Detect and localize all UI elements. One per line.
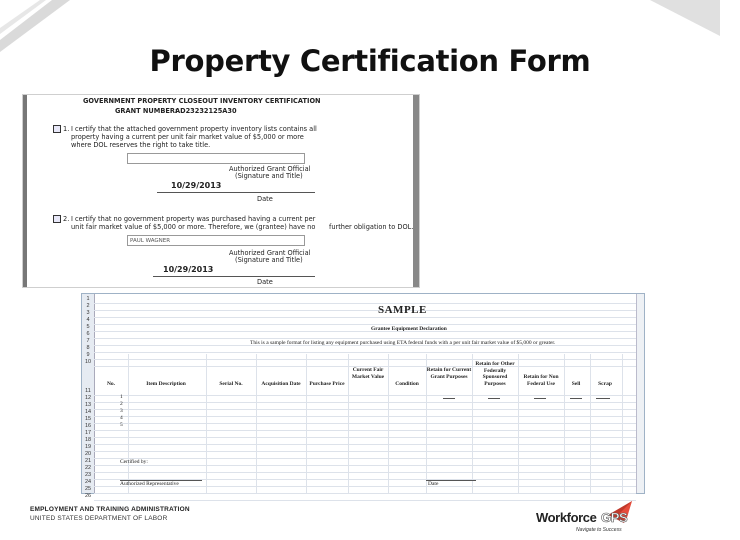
item-number: 1 [120, 394, 123, 400]
option2-continuation: further obligation to DOL. [329, 223, 414, 231]
date-label: Date [428, 481, 439, 487]
col-header-fair-market-value: Current Fair Market Value [351, 367, 385, 380]
row-number: 5 [86, 324, 90, 330]
row-number: 16 [84, 423, 92, 429]
option2-checkbox[interactable] [53, 215, 61, 223]
sheet-description: This is a sample format for listing any equipment purchased using ETA federal funds with a per unit fair market value of $5,000 or greater. [250, 340, 556, 346]
option2-line: I certify that no government property was purchased having a current per [71, 215, 316, 223]
row-number: 3 [86, 310, 90, 316]
option2-date-value: 10/29/2013 [163, 265, 214, 274]
blank-underline [443, 398, 455, 399]
row-number: 25 [84, 486, 92, 492]
grid-row-line [94, 402, 636, 403]
col-header-serial-no: Serial No. [219, 381, 243, 387]
col-header-item-description: Item Description [146, 381, 186, 387]
grant-number-label: GRANT NUMBER: [115, 107, 178, 115]
col-header-acquisition-date: Acquisition Date [261, 381, 301, 387]
option1-name-field[interactable] [127, 153, 305, 164]
grid-row-line [94, 303, 636, 304]
row-number: 15 [84, 416, 92, 422]
grid-row-line [94, 331, 636, 332]
page-title: Property Certification Form [149, 44, 591, 78]
item-number: 5 [120, 422, 123, 428]
col-header-retain-non-federal: Retain for Non Federal Use [523, 374, 559, 387]
grid-row-line [94, 465, 636, 466]
row-number: 7 [86, 338, 90, 344]
workforcegps-logo [532, 497, 642, 535]
grid-row-line [94, 472, 636, 473]
option2-name-value: PAUL WAGNER [130, 238, 171, 244]
row-number: 6 [86, 331, 90, 337]
option2-sig-caption: Authorized Grant Official [229, 249, 311, 257]
grant-number: AD23232125A30 [175, 107, 237, 115]
authorized-rep-label: Authorized Representative [120, 481, 179, 487]
row-number: 24 [84, 479, 92, 485]
col-header-condition: Condition [395, 381, 419, 387]
blank-underline [534, 398, 546, 399]
grid-row-line [94, 451, 636, 452]
option1-date-value: 10/29/2013 [171, 181, 222, 190]
grid-col-line [622, 354, 623, 493]
form-right-edge [413, 95, 419, 287]
row-number: 23 [84, 472, 92, 478]
logo-word: Workforce [536, 510, 597, 525]
option1-date-caption: Date [257, 195, 273, 203]
certification-form [22, 94, 420, 288]
grid-col-line [206, 354, 207, 493]
logo-tagline: Navigate to Success [576, 527, 622, 533]
item-number: 3 [120, 408, 123, 414]
grid-row-line [94, 317, 636, 318]
option1-line: I certify that the attached government property inventory lists contains all [71, 125, 317, 133]
form-left-edge [23, 95, 27, 287]
grid-col-line [564, 354, 565, 493]
grid-row-line [94, 437, 636, 438]
grid-row-line [94, 458, 636, 459]
option2-name-field[interactable] [127, 235, 305, 246]
row-number: 1 [86, 296, 90, 302]
option1-line: where DOL reserves the right to take title. [71, 141, 211, 149]
option2-sig-caption: (Signature and Title) [235, 256, 303, 264]
vertical-scrollbar[interactable] [636, 294, 644, 493]
option1-line: property having a current per unit fair market value of $5,000 or more [71, 133, 304, 141]
grid-row-line [94, 310, 636, 311]
grid-row-line [94, 423, 636, 424]
blank-underline [488, 398, 500, 399]
grid-col-line [256, 354, 257, 493]
row-number: 17 [84, 430, 92, 436]
col-header-sell: Sell [571, 381, 581, 387]
grid-row-line [94, 444, 636, 445]
item-number: 4 [120, 415, 123, 421]
blank-underline [570, 398, 582, 399]
row-number: 11 [85, 388, 91, 394]
grid-col-line [590, 354, 591, 493]
row-number: 19 [84, 444, 92, 450]
col-header-retain-current: Retain for Current Grant Purposes [426, 367, 472, 380]
grid-row-line [94, 416, 636, 417]
col-header-purchase-price: Purchase Price [309, 381, 345, 387]
option2-line: unit fair market value of $5,000 or more. Therefore, we (grantee) have no [71, 223, 316, 231]
grid-row-line [94, 338, 636, 339]
grid-col-line [388, 354, 389, 493]
sheet-subtitle: Grantee Equipment Declaration [371, 326, 447, 332]
row-number: 4 [86, 317, 90, 323]
sample-spreadsheet [81, 293, 645, 499]
row-number: 21 [84, 458, 92, 464]
row-number: 12 [84, 395, 92, 401]
row-number: 26 [84, 493, 92, 499]
item-number: 2 [120, 401, 123, 407]
option1-date-line [157, 192, 315, 193]
option1-sig-caption: Authorized Grant Official [229, 165, 311, 173]
row-number: 13 [84, 402, 92, 408]
grid-row-line [94, 359, 636, 360]
col-header-scrap: Scrap [598, 381, 612, 387]
blank-underline [596, 398, 610, 399]
col-header-no: No. [106, 381, 116, 387]
logo-accent: GPS [601, 510, 628, 525]
grid-col-line [128, 354, 129, 493]
department-name: UNITED STATES DEPARTMENT OF LABOR [30, 515, 168, 522]
row-number: 2 [86, 303, 90, 309]
grid-row-line [94, 430, 636, 431]
row-number: 22 [84, 465, 92, 471]
option2-date-line [153, 276, 315, 277]
grid-row-line [94, 352, 636, 353]
sample-banner: SAMPLE [378, 304, 427, 316]
row-number: 9 [86, 352, 90, 358]
row-number: 18 [84, 437, 92, 443]
grid-col-line [306, 354, 307, 493]
row-number: 10 [84, 359, 92, 365]
form-heading: GOVERNMENT PROPERTY CLOSEOUT INVENTORY CERTIFICATION [83, 97, 321, 105]
option1-number: 1. [63, 125, 70, 133]
col-header-retain-other: Retain for Other Federally Sponsored Purposes [475, 361, 515, 387]
row-number: 8 [86, 345, 90, 351]
row-number: 14 [84, 409, 92, 415]
option1-sig-caption: (Signature and Title) [235, 172, 303, 180]
grid-row-line [94, 395, 636, 396]
row-number: 20 [84, 451, 92, 457]
certified-by-label: Certified by: [120, 459, 148, 465]
option2-number: 2. [63, 215, 70, 223]
grid-row-line [94, 409, 636, 410]
grid-row-line [94, 493, 636, 494]
option2-date-caption: Date [257, 278, 273, 286]
grid-row-line [94, 324, 636, 325]
agency-name: EMPLOYMENT AND TRAINING ADMINISTRATION [30, 506, 190, 513]
option1-checkbox[interactable] [53, 125, 61, 133]
